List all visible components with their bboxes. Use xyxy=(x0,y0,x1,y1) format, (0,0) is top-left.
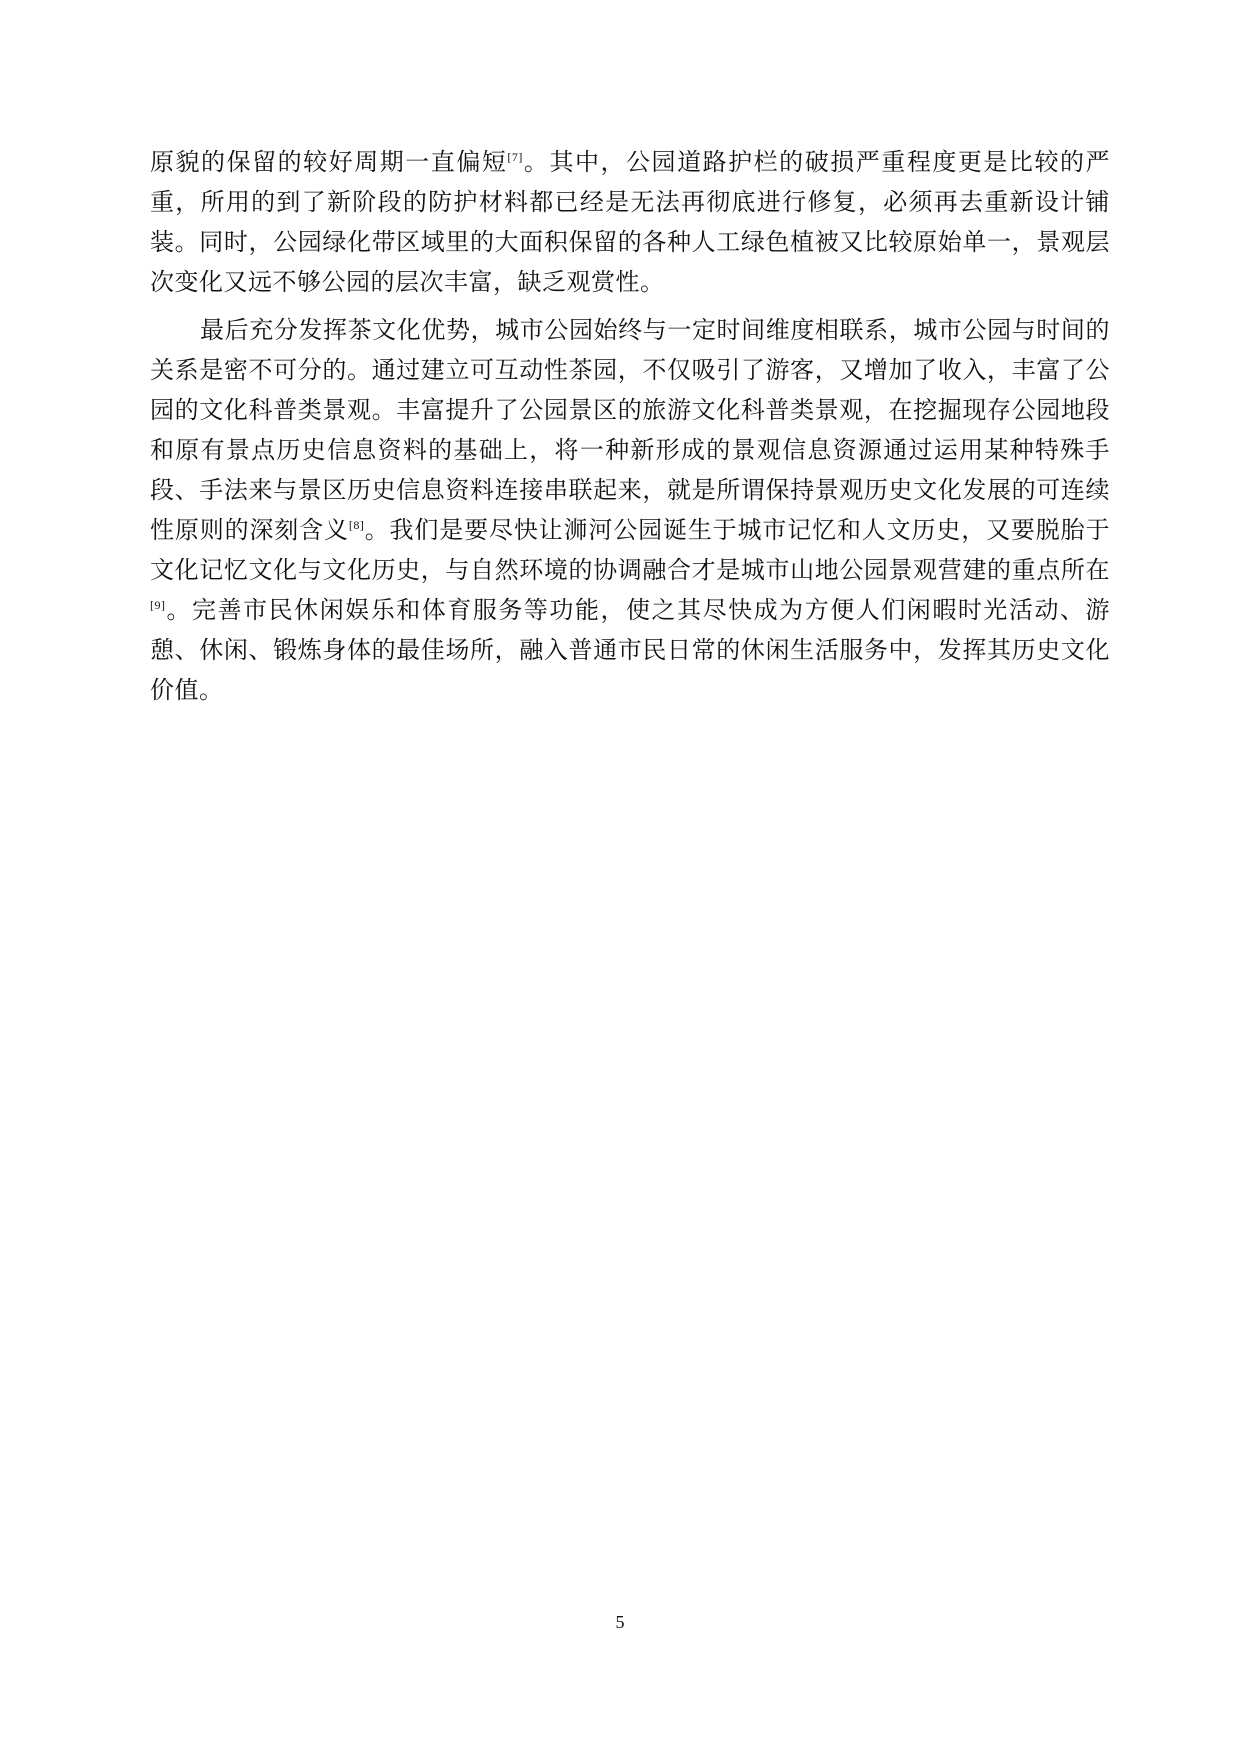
paragraph-2 xyxy=(150,310,1110,710)
paragraph-1-text-1: 原貌的保留的较好周期一直偏短 xyxy=(150,148,508,176)
body-text xyxy=(150,142,1110,718)
citation-8: [8] xyxy=(348,518,365,532)
paragraph-2-text-1: 最后充分发挥茶文化优势，城市公园始终与一定时间维度相联系，城市公园与时间的关系是密不可分的。通过建立可互动性茶园，不仅吸引了游客，又增加了收入，丰富了公园的文化科普类景观。丰富提升了公园景区的旅游文化科普类景观，在挖掘现存公园地段和原有景点历史信息资料的基础上，将一种新形成的景观信息资源通过运用某种特殊手段、手法来与景区历史信息资料连接串联起来，就是所谓保持景观历史文化发展的可连续性原则的深刻含义 xyxy=(150,316,1110,544)
paragraph-2-text-3: 。完善市民休闲娱乐和体育服务等功能，使之其尽快成为方便人们闲暇时光活动、游憩、休闲、锻炼身体的最佳场所，融入普通市民日常的休闲生活服务中，发挥其历史文化价值。 xyxy=(150,596,1110,704)
paragraph-1-text-2: 。其中，公园道路护栏的破损严重程度更是比较的严重，所用的到了新阶段的防护材料都已经是无法再彻底进行修复，必须再去重新设计铺装。同时，公园绿化带区域里的大面积保留的各种人工绿色植被又比较原始单一，景观层次变化又远不够公园的层次丰富，缺乏观赏性。 xyxy=(150,148,1111,296)
page-number: 5 xyxy=(615,1612,625,1632)
paragraph-2-text-2: 。我们是要尽快让浉河公园诞生于城市记忆和人文历史，又要脱胎于文化记忆文化与文化历史，与自然环境的协调融合才是城市山地公园景观营建的重点所在 xyxy=(150,516,1110,584)
citation-7: [7] xyxy=(507,150,523,164)
citation-9: [9] xyxy=(150,598,166,612)
paragraph-1 xyxy=(150,142,1110,302)
